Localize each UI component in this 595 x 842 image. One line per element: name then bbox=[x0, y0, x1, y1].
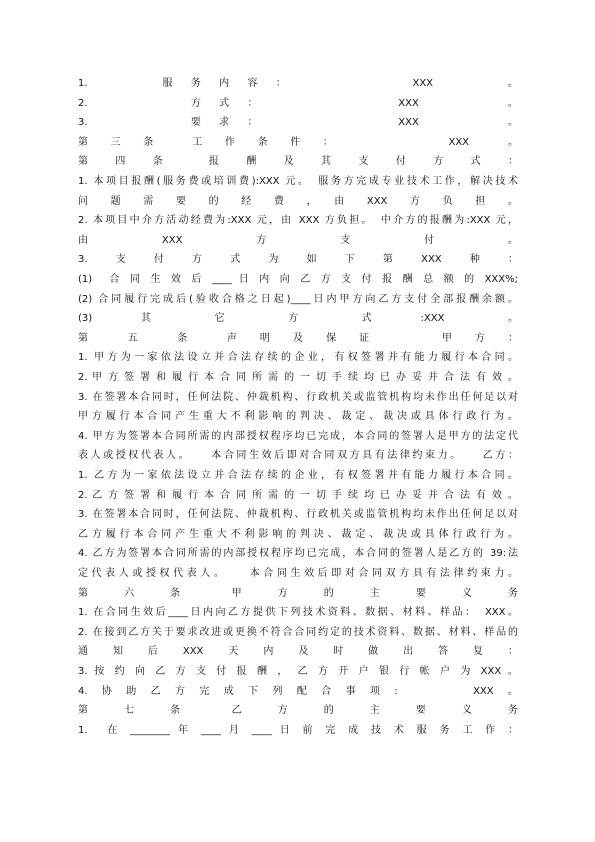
contract-text-line: 1. 本项目报酬(服务费或培训费):XXX 元。 服务方完成专业技术工作，解决技术 bbox=[78, 176, 518, 187]
contract-text-line: 2. 方 式 ： XXX 。 bbox=[78, 97, 518, 109]
contract-text-line: (1) 合 同 生 效 后 ____ 日 内 向 乙 方 支 付 报 酬 总 额 的 XXX%; bbox=[78, 274, 518, 285]
contract-text-line: 1. 服 务 内 容 ： XXX 。 bbox=[78, 78, 518, 89]
contract-text-line: 第 三 条 工 作 条 件 ： XXX 。 bbox=[78, 136, 518, 148]
contract-text-line: 由 XXX 方 支 付 。 bbox=[78, 234, 518, 246]
contract-text-line: 表人或授权代表人。 本合同生效后即对合同双方具有法律约束力。 乙方： bbox=[78, 450, 518, 462]
contract-text-line: 1. 在合同生效后____日内向乙方提供下列技术资料、数据、材料、样品： XXX。 bbox=[78, 607, 518, 619]
contract-text-line: 1. 甲方为一家依法设立并合法存续的企业，有权签署并有能力履行本合同。 bbox=[78, 352, 518, 364]
contract-text-line: 3. 在签署本合同时，任何法院、仲裁机构、行政机关或监管机构均未作出任何足以对 bbox=[78, 391, 518, 403]
contract-text-line: 问 题 需 要 的 经 费 ， 由 XXX 方 负 担 。 bbox=[78, 195, 518, 207]
contract-text-line: 2. 本项目中介方活动经费为:XXX 元，由 XXX 方负担。 中介方的报酬为:XXX 元， bbox=[78, 215, 518, 227]
contract-text-line: 甲方履行本合同产生重大不利影响的判决、裁定、裁决或具体行政行为。 bbox=[78, 411, 518, 423]
contract-text-line: 第 六 条 甲 方 的 主 要 义 务 bbox=[78, 587, 518, 599]
contract-text-line: 通 知 后 XXX 天 内 及 时 做 出 答 复 ： bbox=[78, 646, 518, 658]
contract-text-line: 3. 在签署本合同时，任何法院、仲裁机构、行政机关或监管机构均未作出任何足以对 bbox=[78, 509, 518, 521]
contract-text-line: 2. 甲 方 签 署 和 履 行 本 合 同 所 需 的 一 切 手 续 均 已 办 妥 并 合 法 有 效 。 bbox=[78, 372, 518, 383]
contract-text-line: 乙方履行本合同产生重大不利影响的判决、裁定、裁决或具体行政行为。 bbox=[78, 528, 518, 540]
contract-text-line: 4. 乙方为签署本合同所需的内部授权程序均已完成，本合同的签署人是乙方的 39:法 bbox=[78, 548, 518, 560]
contract-text-line: 1. 在 ________ 年 ____ 月 ____ 日 前 完 成 技 术 服 务 工 作 ： bbox=[78, 724, 518, 736]
contract-text-line: 2. 在接到乙方关于要求改进或更换不符合合同约定的技术资料、数据、材料、样品的 bbox=[78, 626, 518, 638]
contract-text-line: (3) 其 它 方 式 :XXX 。 bbox=[78, 313, 518, 325]
contract-text-line: (2) 合同履行完成后(验收合格之日起)____日内甲方向乙方支付全部报酬余额。 bbox=[78, 293, 518, 305]
contract-text-line: 定代表人或授权代表人。 本合同生效后即对合同双方具有法律约束力。 bbox=[78, 568, 518, 579]
contract-text-line: 1. 乙方为一家依法设立并合法存续的企业，有权签署并有能力履行本合同。 bbox=[78, 470, 518, 481]
contract-text-line: 2. 乙 方 签 署 和 履 行 本 合 同 所 需 的 一 切 手 续 均 已 办 妥 并 合 法 有 效 。 bbox=[78, 489, 518, 501]
contract-text-line: 3. 按 约 向 乙 方 支 付 报 酬 ， 乙 方 开 户 银 行 帐 户 为 XXX 。 bbox=[78, 666, 518, 677]
contract-text-line: 4. 协 助 乙 方 完 成 下 列 配 合 事 项 : XXX 。 bbox=[78, 685, 518, 697]
contract-text-line: 3. 支 付 方 式 为 如 下 第 XXX 种 ： bbox=[78, 254, 518, 266]
contract-text-line: 第 七 条 乙 方 的 主 要 义 务 bbox=[78, 705, 518, 717]
contract-text-line: 4. 甲方为签署本合同所需的内部授权程序均已完成，本合同的签署人是甲方的法定代 bbox=[78, 430, 518, 442]
contract-text-line: 第 五 条 声 明 及 保 证 甲 方 ： bbox=[78, 332, 518, 344]
contract-text-line: 第 四 条 报 酬 及 其 支 付 方 式 ： bbox=[78, 156, 518, 168]
contract-text-line: 3. 要 求 ： XXX 。 bbox=[78, 117, 518, 129]
